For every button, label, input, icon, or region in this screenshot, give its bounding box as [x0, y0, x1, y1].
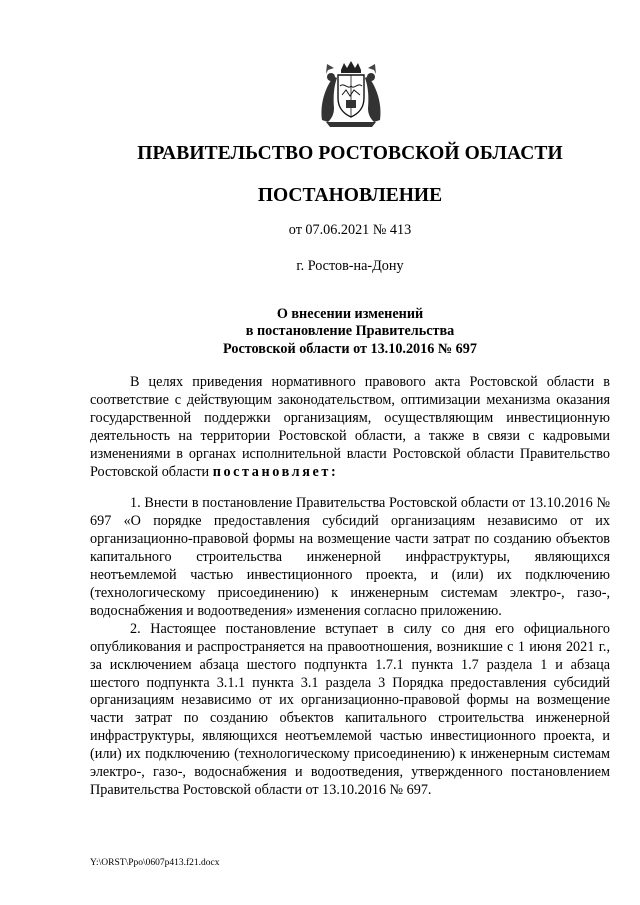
government-title: ПРАВИТЕЛЬСТВО РОСТОВСКОЙ ОБЛАСТИ: [137, 143, 563, 164]
preamble-paragraph: [90, 374, 610, 481]
subject-line-3: Ростовской области от 13.10.2016 № 697: [223, 340, 477, 357]
document-subject: [0, 306, 640, 358]
coat-of-arms-icon: [316, 60, 386, 128]
document-body: [90, 374, 610, 800]
decree-word: постановляет:: [212, 463, 339, 480]
file-path-footer: Y:\ORST\Ppo\0607p413.f21.docx: [90, 858, 220, 868]
subject-line-1: О внесении изменений: [276, 306, 424, 322]
date-number: от 07.06.2021 № 413: [288, 222, 412, 238]
item-paragraph-1: 1. Внести в постановление Правительства Ростовской области от 13.10.2016 № 697 «О порядке предоставления субсидий организациям независимо от их организационно-правовой формы на возмещение части затрат по созданию объектов капитального строительства инженерной инфраструктуры, являющихся неотъемлемой частью инвестиционного проекта, и (или) их подключению (технологическому присоединению) к инженерным системам электро-, газо-, водоснабжения и водоотведения» изменения согласно приложению.: [90, 495, 610, 619]
subject-line-2: в постановление Правительства: [245, 323, 455, 340]
item-paragraph-2: 2. Настоящее постановление вступает в силу со дня его официального опубликования и распространяется на правоотношения, возникшие с 1 июня 2021 г., за исключением абзаца шестого подпункта 1.7.1 пункта 1.7 раздела 1 и абзаца шестого подпункта 3.1.1 пункта 3.1 раздела 3 Порядка предоставления субсидий организациям независимо от их организационно-правовой формы на возмещение части затрат по созданию объектов капитального строительства инженерной инфраструктуры, являющихся неотъемлемой частью инвестиционного проекта, и (или) их подключению (технологическому присоединению) к инженерным системам электро-, газо-, водоснабжения и водоотведения, утвержденного постановлением Правительства Ростовской области от 13.10.2016 № 697.: [90, 620, 610, 798]
city: г. Ростов-на-Дону: [296, 258, 404, 274]
document-type: ПОСТАНОВЛЕНИЕ: [257, 185, 443, 206]
preamble-text: В целях приведения нормативного правового акта Ростовской области в соответствие с действующим законодательством, оптимизации механизма оказания государственной поддержки организациям, осуществляющим инвестиционную деятельность на территории Ростовской области, а также в связи с кадровыми изменениями в органах исполнительной власти Ростовской области Правительство Ростовской области: [90, 374, 610, 480]
